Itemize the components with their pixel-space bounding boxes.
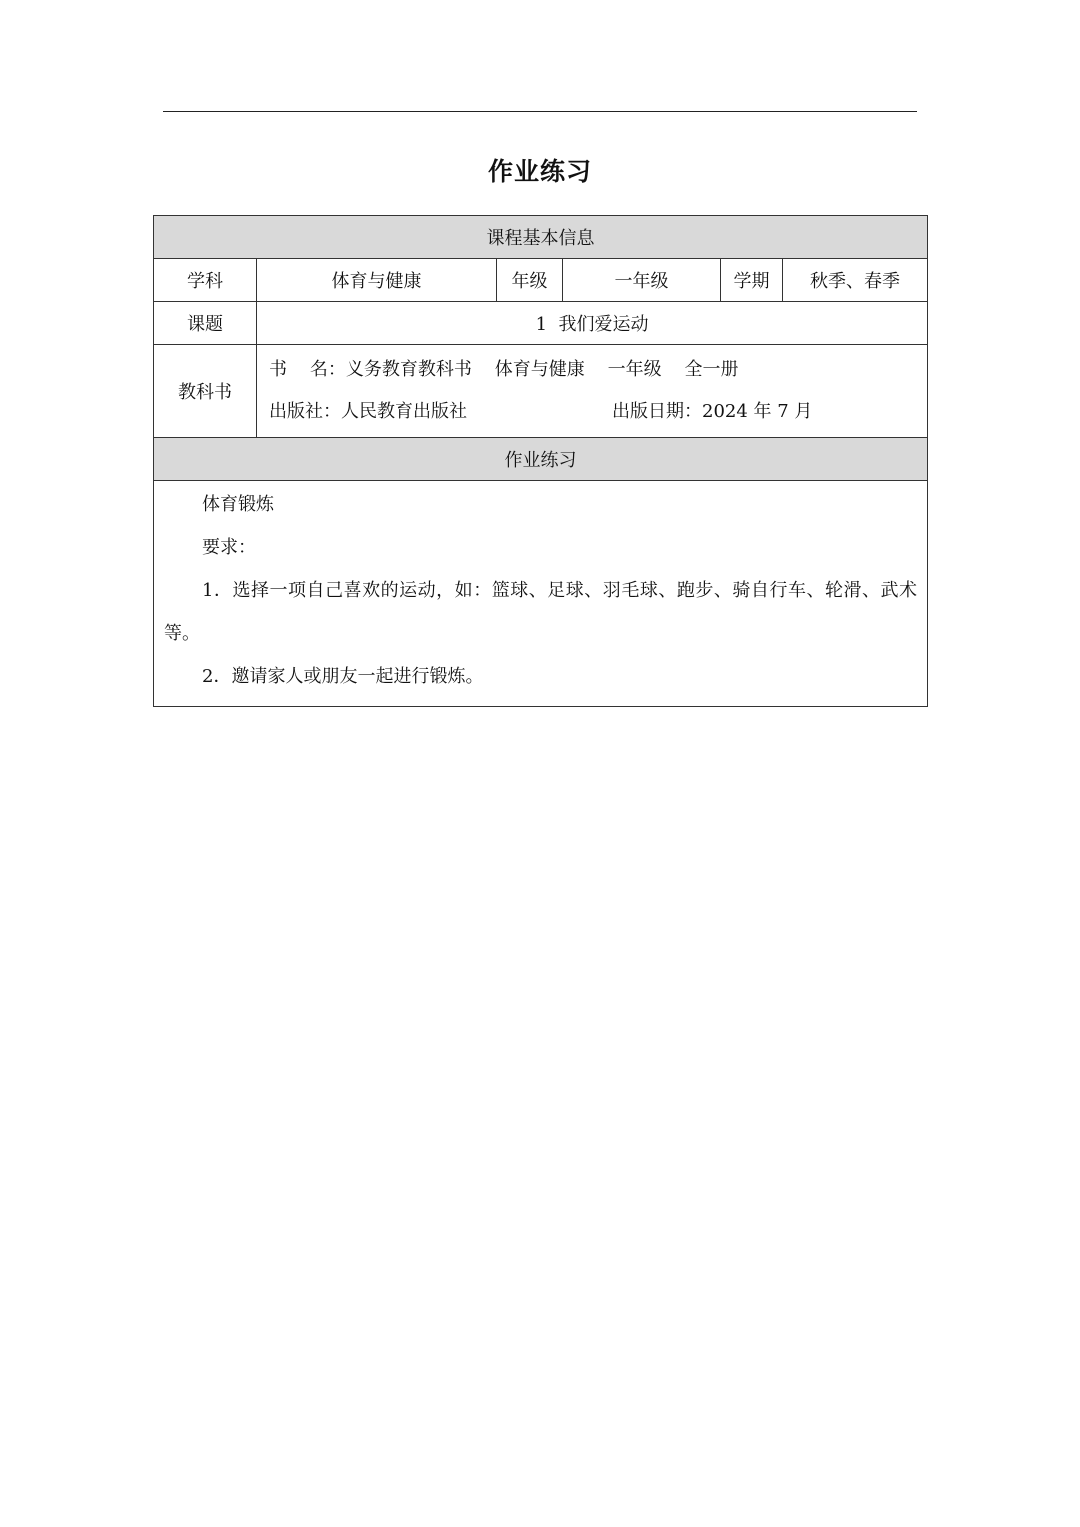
table-row	[154, 302, 928, 345]
requirement-item: 2．邀请家人或朋友一起进行锻炼。	[202, 666, 484, 687]
table-header-row	[154, 216, 928, 259]
grade-value: 一年级	[563, 259, 721, 302]
term-value: 秋季、春季	[783, 259, 928, 302]
exercise-heading: 体育锻炼	[202, 494, 274, 515]
table-row	[154, 345, 928, 438]
grade-label: 年级	[497, 259, 563, 302]
textbook-label: 教科书	[154, 345, 257, 438]
topic-value: 1 我们爱运动	[257, 302, 928, 345]
section-header: 作业练习	[154, 438, 928, 481]
table-row	[154, 481, 928, 707]
page-title: 作业练习	[487, 157, 592, 186]
textbook-publisher: 出版社：人民教育出版社	[269, 401, 467, 422]
requirement-item: 1．选择一项自己喜欢的运动，如：篮球、足球、羽毛球、跑步、骑自行车、轮滑、武术等。	[164, 580, 918, 644]
course-info-table	[153, 215, 928, 707]
header-rule	[163, 111, 917, 112]
table-header: 课程基本信息	[154, 216, 928, 259]
subject-label: 学科	[154, 259, 257, 302]
topic-label: 课题	[154, 302, 257, 345]
exercise-content	[154, 481, 928, 707]
subject-value: 体育与健康	[257, 259, 497, 302]
textbook-date: 出版日期：2024 年 7 月	[612, 401, 813, 422]
textbook-title-line: 书 名：义务教育教科书 体育与健康 一年级 全一册	[269, 359, 739, 380]
textbook-publisher-line	[269, 391, 927, 433]
textbook-info	[257, 345, 928, 438]
requirement-label: 要求：	[202, 537, 256, 558]
table-row	[154, 259, 928, 302]
term-label: 学期	[721, 259, 783, 302]
section-header-row	[154, 438, 928, 481]
